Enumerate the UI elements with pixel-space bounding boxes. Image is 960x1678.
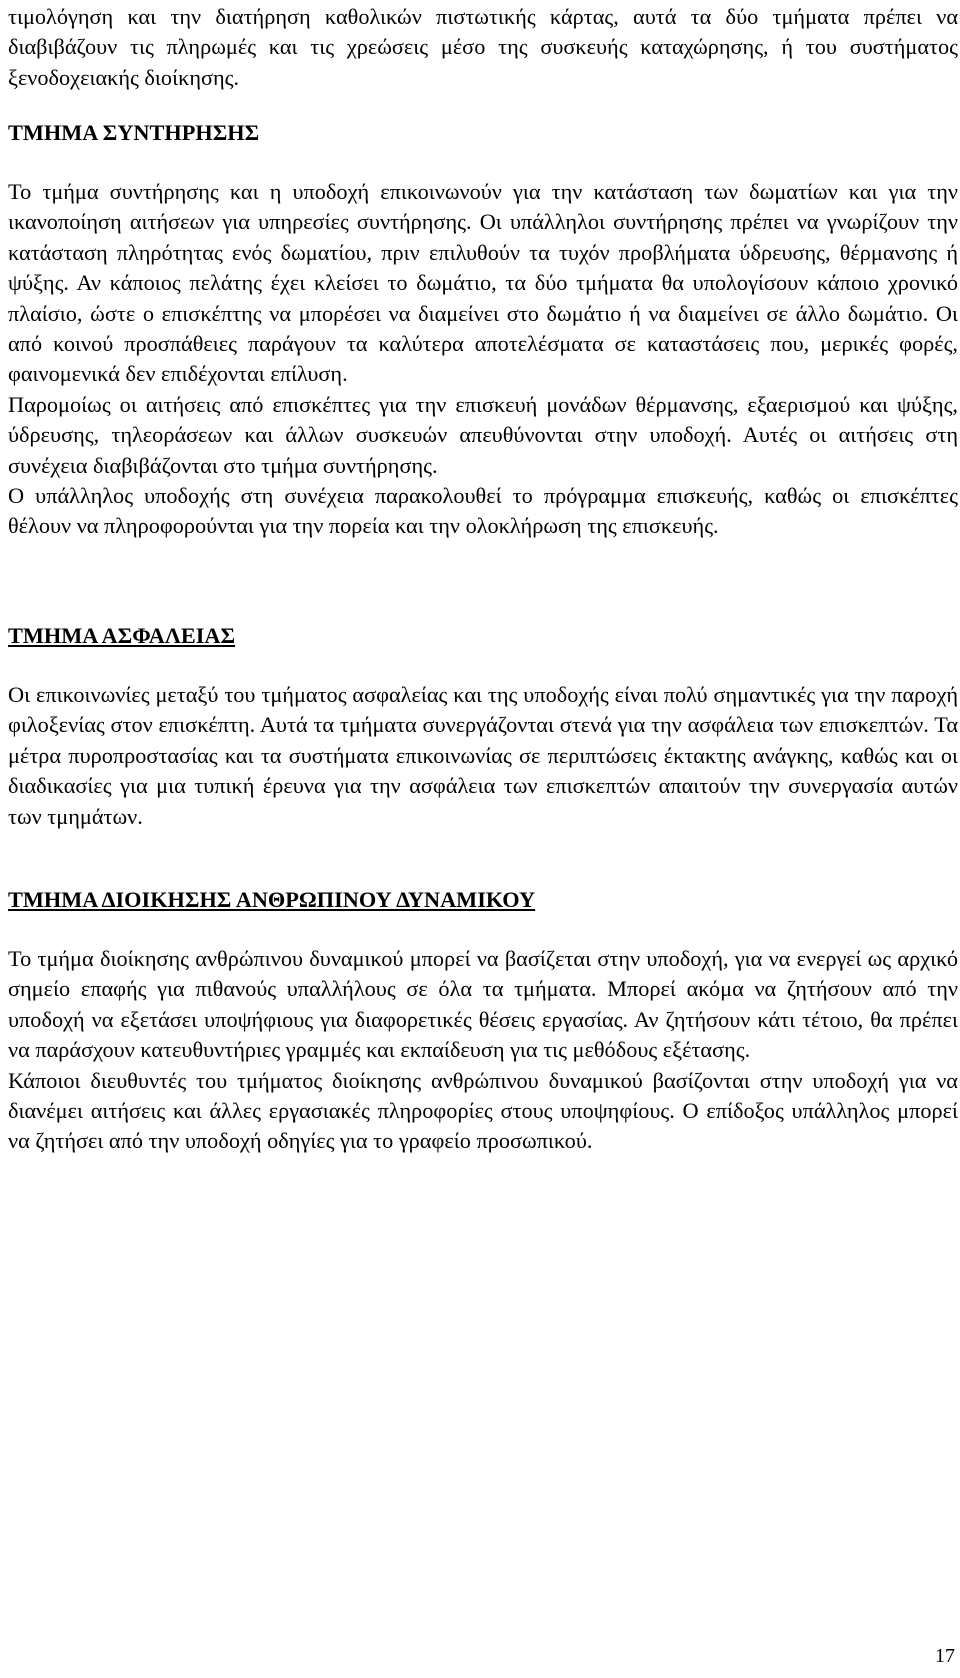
maintenance-paragraph-1: Το τμήμα συντήρησης και η υποδοχή επικοινωνούν για την κατάσταση των δωματίων και για την ικανοποίηση αιτήσεων για υπηρεσίες συντήρησης. Οι υπάλληλοι συντήρησης πρέπει να γνωρίζουν την κατάσταση πληρότητας ενός δωματίου, πριν επιλυθούν τα τυχόν προβλήματα ύδρευσης, θέρμανσης ή ψύξης. Αν κάποιος πελάτης έχει κλείσει το δωμάτιο, τα δύο τμήματα θα υπολογίσουν κάποιο χρονικό πλαίσιο, ώστε ο επισκέπτης να μπορέσει να διαμείνει στο δωμάτιο ή να διαμείνει σε άλλο δωμάτιο. Οι από κοινού προσπάθειες παράγουν τα καλύτερα αποτελέσματα σε καταστάσεις που, μερικές φορές, φαινομενικά δεν επιδέχονται επίλυση.: [8, 179, 958, 387]
hr-section: [8, 944, 958, 1157]
hr-heading: [8, 885, 535, 915]
intro-text: τιμολόγηση και την διατήρηση καθολικών πιστωτικής κάρτας, αυτά τα δύο τμήματα πρέπει να διαβιβάζουν τις πληρωμές και τις χρεώσεις μέσο της συσκευής καταχώρησης, ή του συστήματος ξενοδοχειακής διοίκησης.: [8, 4, 958, 90]
maintenance-heading: ΤΜΗΜΑ ΣΥΝΤΗΡΗΣΗΣ: [8, 120, 260, 145]
maintenance-paragraph-2: Παρομοίως οι αιτήσεις από επισκέπτες για την επισκευή μονάδων θέρμανσης, εξαερισμού και ψύξης, ύδρευσης, τηλεοράσεων και άλλων συσκευών απευθύνονται στην υποδοχή. Αυτές οι αιτήσεις στη συνέχεια διαβιβάζονται στο τμήμα συντήρησης.: [8, 391, 958, 478]
security-paragraph-1: Οι επικοινωνίες μεταξύ του τμήματος ασφαλείας και της υποδοχής είναι πολύ σημαντικές για την παροχή φιλοξενίας στον επισκέπτη. Αυτά τα τμήματα συνεργάζονται στενά για την ασφάλεια των επισκεπτών. Τα μέτρα πυροπροστασίας και τα συστήματα επικοινωνίας σε περιπτώσεις έκτακτης ανάγκης, καθώς και οι διαδικασίες για μια τυπική έρευνα για την ασφάλεια των επισκεπτών απαιτούν την συνεργασία αυτών των τμημάτων.: [8, 682, 958, 829]
hr-heading-text: ΤΜΗΜΑ ΔΙΟΙΚΗΣΗΣ ΑΝΘΡΩΠΙΝΟΥ ΔΥΝΑΜΙΚΟΥ: [8, 887, 536, 912]
maintenance-section: [8, 177, 958, 542]
hr-paragraph-1: Το τμήμα διοίκησης ανθρώπινου δυναμικού μπορεί να βασίζεται στην υποδοχή, για να ενεργεί ως αρχικό σημείο επαφής για πιθανούς υπαλλήλους σε όλα τα τμήματα. Μπορεί ακόμα να ζητήσουν από την υποδοχή να εξετάσει υποψήφιους για διαφορετικές θέσεις εργασίας. Αν ζητήσουν κάτι τέτοιο, θα πρέπει να παράσχουν κατευθυντήριες γραμμές και εκπαίδευση για τις μεθόδους εξέτασης.: [8, 946, 958, 1063]
hr-paragraph-2: Κάποιοι διευθυντές του τμήματος διοίκησης ανθρώπινου δυναμικού βασίζονται στην υποδοχή για να διανέμει αιτήσεις και άλλες εργασιακές πληροφορίες στους υποψηφίους. Ο επίδοξος υπάλληλος μπορεί να ζητήσει από την υποδοχή οδηγίες για το γραφείο προσωπικού.: [8, 1067, 958, 1154]
security-heading: [8, 621, 235, 651]
intro-paragraph: [8, 2, 958, 93]
security-section: [8, 680, 958, 832]
page-number: 17: [935, 1645, 955, 1667]
security-heading-text: ΤΜΗΜΑ ΑΣΦΑΛΕΙΑΣ: [8, 623, 236, 648]
maintenance-paragraph-3: Ο υπάλληλος υποδοχής στη συνέχεια παρακολουθεί το πρόγραμμα επισκευής, καθώς οι επισκέπτες θέλουν να πληροφορούνται για την πορεία και την ολοκλήρωση της επισκευής.: [8, 483, 958, 539]
